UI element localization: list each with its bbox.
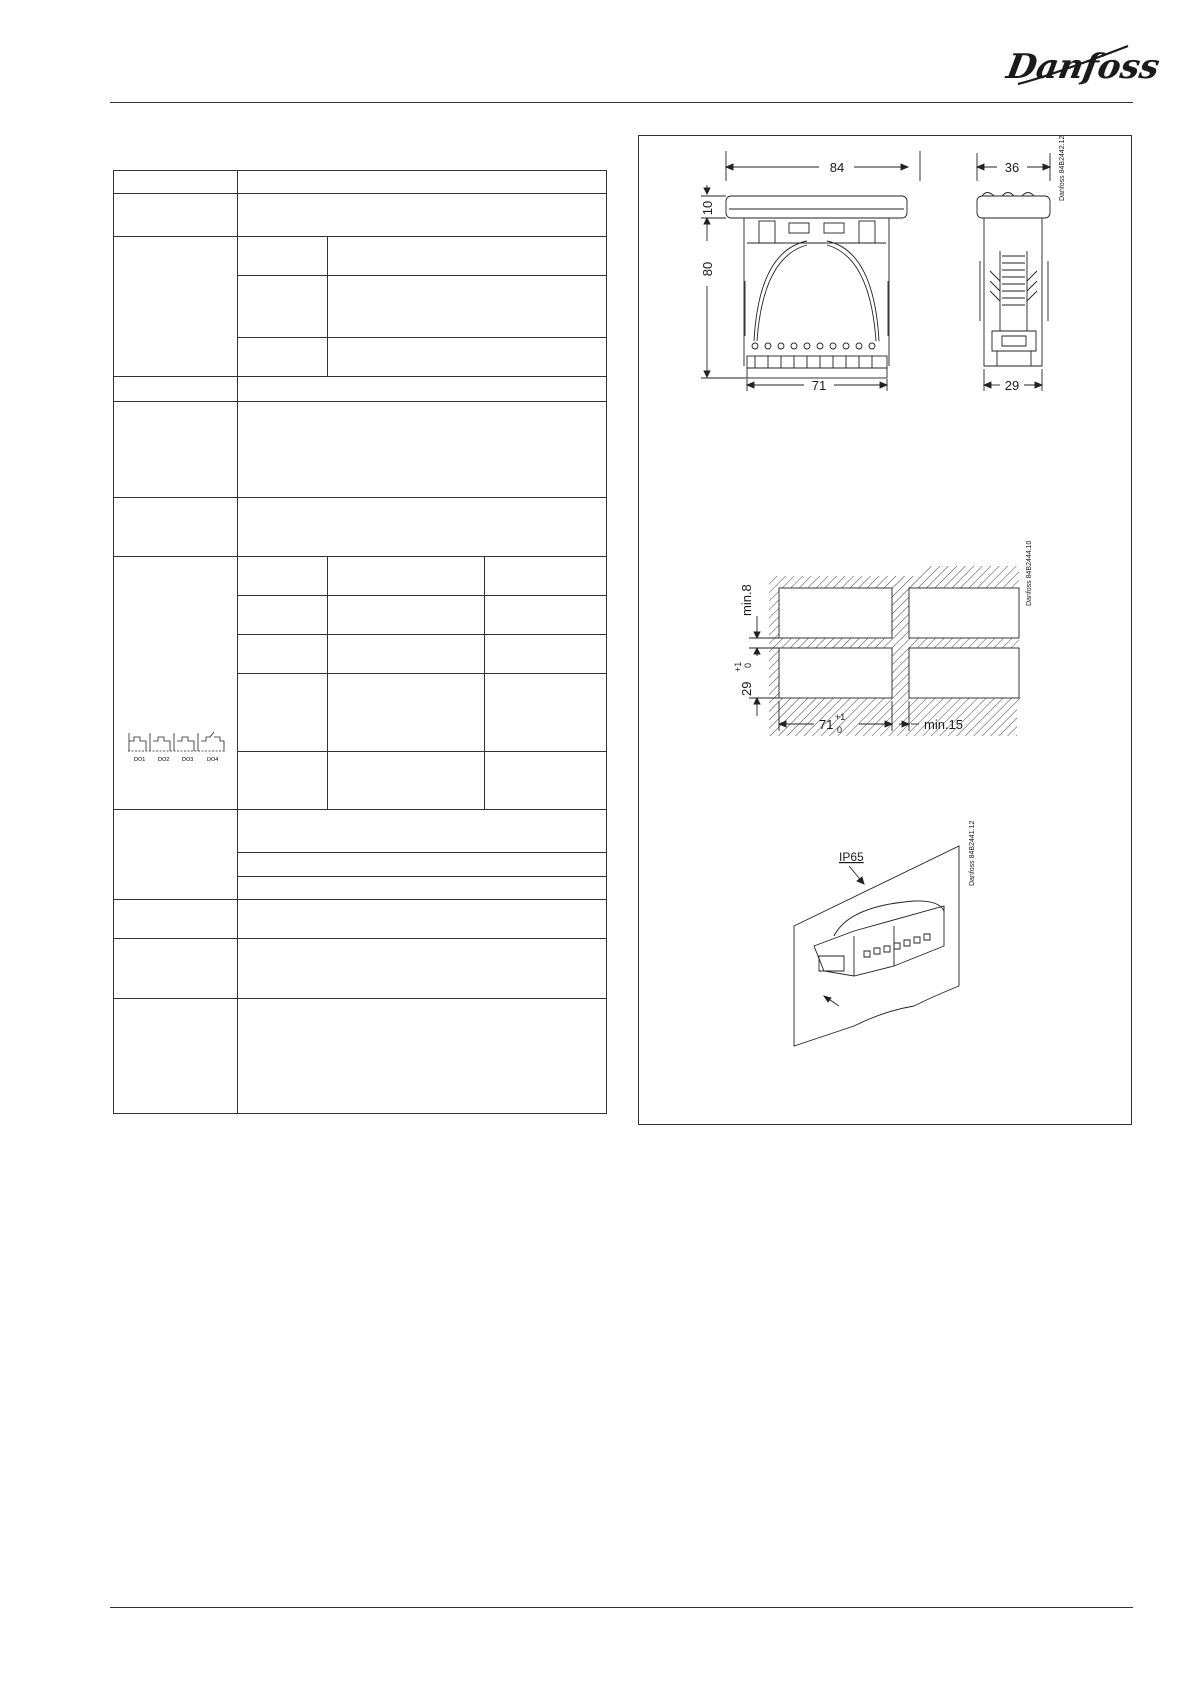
dimension-84: 84 <box>829 160 845 175</box>
table-row <box>114 237 607 276</box>
specification-table <box>113 170 607 1114</box>
table-cell <box>238 402 607 498</box>
table-cell <box>238 377 607 402</box>
logo-text: Danfoss <box>1003 47 1163 87</box>
relay-label-do1: DO1 <box>134 757 146 763</box>
table-cell <box>238 877 607 900</box>
dimension-29: 29 <box>1004 378 1020 393</box>
table-cell <box>328 635 485 674</box>
table-cell <box>114 557 238 810</box>
table-cell <box>238 752 328 810</box>
table-cell <box>238 338 328 377</box>
table-cell <box>114 999 238 1114</box>
table-cell <box>114 171 238 194</box>
panel-cutout-drawing <box>733 540 1039 746</box>
table-cell <box>238 276 328 338</box>
table-cell <box>238 939 607 999</box>
table-cell <box>114 900 238 939</box>
cutout-height-label: 29 <box>739 681 754 696</box>
table-cell <box>238 596 328 635</box>
table-cell <box>328 752 485 810</box>
dimension-10: 10 <box>700 200 715 216</box>
relay-label-do4: DO4 <box>207 757 219 763</box>
ip65-label: IP65 <box>839 850 864 864</box>
front-view-drawing <box>689 151 909 391</box>
table-cell <box>238 999 607 1114</box>
table-cell <box>114 237 238 377</box>
table-row <box>114 939 607 999</box>
dimension-80: 80 <box>700 261 715 277</box>
table-cell <box>238 674 328 752</box>
table-cell <box>114 939 238 999</box>
table-row <box>114 810 607 853</box>
table-cell <box>238 810 607 853</box>
dimension-36: 36 <box>1004 160 1020 175</box>
header-rule <box>110 102 1133 103</box>
table-cell <box>328 557 485 596</box>
table-cell <box>238 237 328 276</box>
table-row <box>114 557 607 596</box>
table-cell <box>328 596 485 635</box>
table-cell <box>238 900 607 939</box>
danfoss-logo <box>1003 40 1163 92</box>
table-cell <box>328 338 607 377</box>
drawing-code-cutout: Danfoss 84B2444.10 <box>1026 540 1033 606</box>
table-cell <box>485 674 607 752</box>
table-row <box>114 498 607 557</box>
table-row <box>114 402 607 498</box>
table-cell <box>114 498 238 557</box>
table-row <box>114 194 607 237</box>
table-row <box>114 999 607 1114</box>
table-cell <box>485 752 607 810</box>
dimension-71: 71 <box>811 378 827 393</box>
relay-outputs-diagram <box>126 729 226 763</box>
min-15-label: min.15 <box>924 717 964 732</box>
table-cell <box>238 635 328 674</box>
table-row <box>114 171 607 194</box>
table-row <box>114 900 607 939</box>
table-cell <box>328 237 607 276</box>
cutout-width-tolerance-upper: +1 <box>835 712 846 722</box>
table-cell <box>238 853 607 877</box>
cutout-height-tolerance-lower: 0 <box>743 662 753 668</box>
table-cell <box>114 377 238 402</box>
drawing-code-mounting: Danfoss 84B2441.12 <box>969 820 976 886</box>
table-cell <box>238 171 607 194</box>
relay-label-do3: DO3 <box>182 757 194 763</box>
table-cell <box>238 498 607 557</box>
table-cell <box>238 194 607 237</box>
mounting-drawing <box>794 820 994 1056</box>
table-cell <box>328 276 607 338</box>
table-cell <box>114 402 238 498</box>
table-cell <box>485 596 607 635</box>
table-cell <box>114 194 238 237</box>
relay-label-do2: DO2 <box>158 757 170 763</box>
footer-rule <box>110 1607 1133 1608</box>
table-cell <box>328 674 485 752</box>
drawings-frame <box>638 135 1132 1125</box>
min-8-label: min.8 <box>739 584 754 616</box>
table-cell <box>238 557 328 596</box>
side-view-drawing <box>972 135 1082 393</box>
table-row <box>114 377 607 402</box>
drawing-code-side: Danfoss 84B2442.12 <box>1059 135 1066 201</box>
cutout-width-label: 71 <box>819 717 834 732</box>
table-cell <box>485 635 607 674</box>
table-cell <box>485 557 607 596</box>
cutout-width-tolerance-lower: 0 <box>837 725 843 735</box>
table-cell <box>114 810 238 900</box>
cutout-height-tolerance-upper: +1 <box>733 661 743 672</box>
